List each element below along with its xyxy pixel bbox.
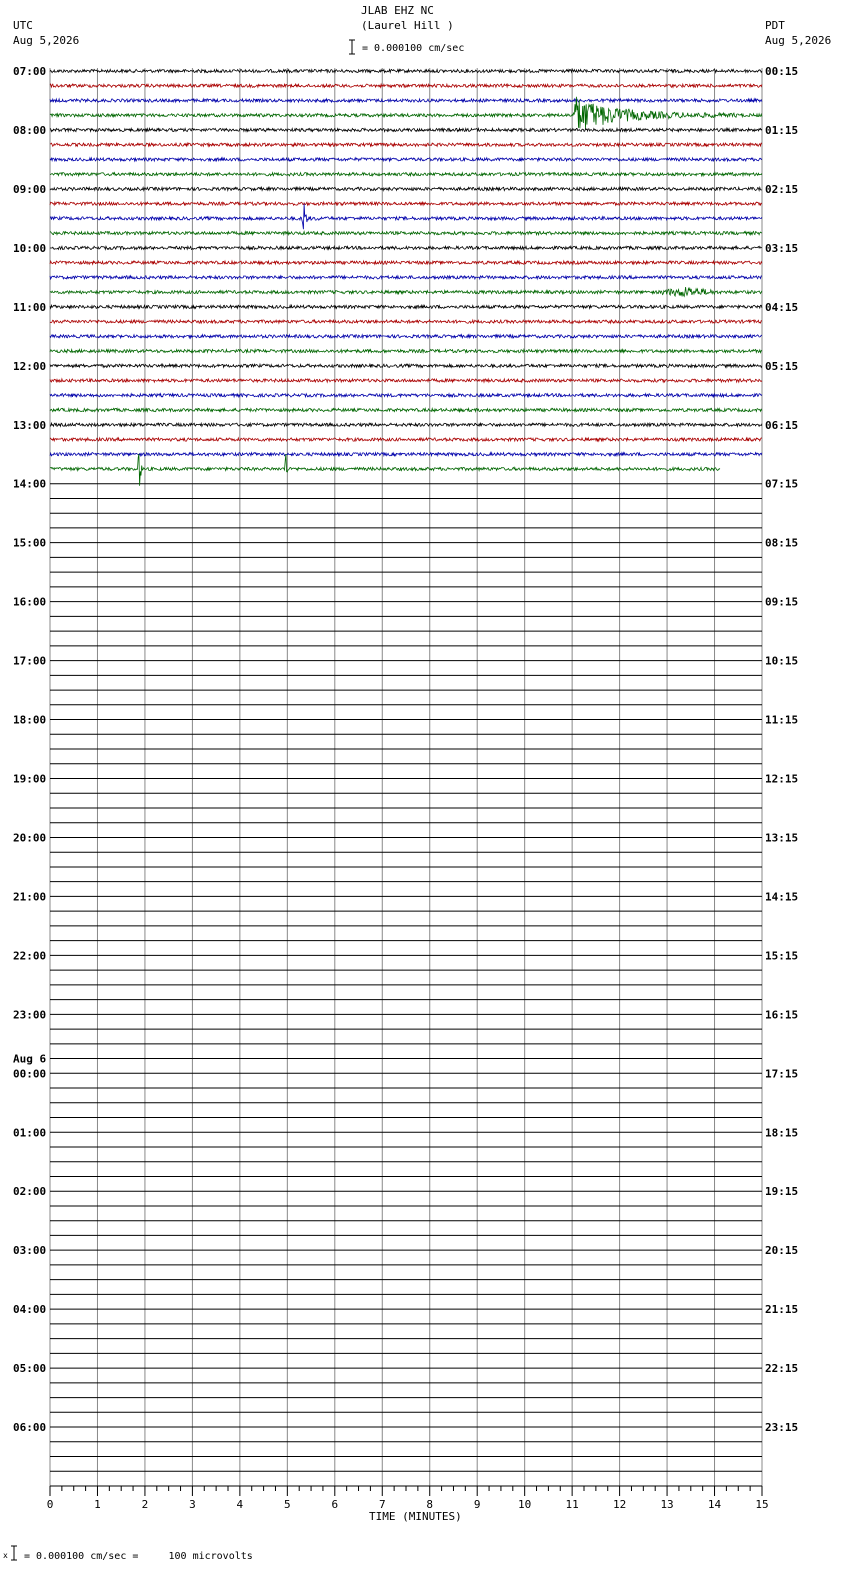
x-tick-label: 11 <box>565 1498 579 1511</box>
right-hour-label: 13:15 <box>765 831 799 845</box>
left-hour-label: 07:00 <box>13 65 47 78</box>
right-date: Aug 5,2026 <box>765 34 832 47</box>
trace-row <box>50 204 762 230</box>
trace-row <box>50 320 762 323</box>
left-hour-label: 06:00 <box>13 1421 47 1435</box>
left-hour-label: 20:00 <box>13 831 47 845</box>
left-hour-label: 03:00 <box>13 1244 47 1258</box>
trace-row <box>50 84 762 87</box>
x-tick-label: 9 <box>473 1498 481 1511</box>
svg-text:x: x <box>3 1551 8 1560</box>
left-hour-label: 12:00 <box>13 359 47 373</box>
left-hour-label: 23:00 <box>13 1008 47 1022</box>
left-hour-label: 00:00 <box>13 1067 47 1081</box>
left-hour-label: 02:00 <box>13 1185 47 1199</box>
right-hour-label: 05:15 <box>765 359 799 373</box>
chart-grid <box>50 68 762 1486</box>
trace-row <box>50 423 762 426</box>
left-hour-label: 11:00 <box>13 300 47 314</box>
trace-row <box>50 143 762 146</box>
right-hour-label: 16:15 <box>765 1008 799 1022</box>
left-hour-label: 09:00 <box>13 182 47 196</box>
right-hour-label: 17:15 <box>765 1067 799 1081</box>
trace-row <box>50 99 762 102</box>
x-axis-ticks <box>47 1486 769 1511</box>
trace-row <box>50 364 762 367</box>
trace-row <box>50 246 762 249</box>
left-timezone: UTC <box>13 19 33 32</box>
trace-row <box>50 232 762 235</box>
x-tick-label: 3 <box>189 1498 196 1511</box>
left-hour-label: 05:00 <box>13 1362 47 1376</box>
trace-row <box>50 202 762 205</box>
trace-row <box>50 438 762 441</box>
station-title: JLAB EHZ NC <box>361 4 434 17</box>
left-hour-label: 01:00 <box>13 1126 47 1140</box>
footer-scale-note: = 0.000100 cm/sec = 100 microvolts <box>24 1551 253 1562</box>
trace-row <box>50 453 762 456</box>
right-hour-label: 00:15 <box>765 65 799 78</box>
trace-row <box>50 69 762 72</box>
x-tick-label: 13 <box>660 1498 674 1511</box>
left-hour-label: 14:00 <box>13 477 47 491</box>
left-hour-label: 18:00 <box>13 713 47 727</box>
trace-row <box>50 128 762 131</box>
left-hour-label: 16:00 <box>13 595 47 609</box>
right-hour-label: 15:15 <box>765 949 799 963</box>
x-tick-label: 10 <box>518 1498 532 1511</box>
right-hour-label: 11:15 <box>765 713 799 727</box>
right-hour-label: 03:15 <box>765 241 799 255</box>
seismic-traces <box>50 69 762 485</box>
x-tick-label: 7 <box>378 1498 386 1511</box>
trace-row <box>50 408 762 411</box>
x-tick-label: 1 <box>94 1498 101 1511</box>
scale-label: = 0.000100 cm/sec <box>362 43 465 54</box>
trace-row <box>50 305 762 308</box>
right-hour-label: 12:15 <box>765 772 799 786</box>
trace-row <box>50 350 762 353</box>
right-hour-label: 08:15 <box>765 536 799 550</box>
left-hour-label: 08:00 <box>13 123 47 137</box>
trace-row <box>50 158 762 161</box>
date-change-label: Aug 6 <box>13 1052 47 1066</box>
scale-bar-icon <box>349 40 355 54</box>
right-hour-label: 02:15 <box>765 182 799 196</box>
right-hour-label: 09:15 <box>765 595 799 609</box>
right-hour-label: 14:15 <box>765 890 799 904</box>
trace-row <box>50 276 762 279</box>
left-hour-label: 19:00 <box>13 772 47 786</box>
x-tick-label: 12 <box>612 1498 627 1511</box>
station-location: (Laurel Hill ) <box>361 19 454 32</box>
trace-row <box>50 97 762 129</box>
x-tick-label: 14 <box>707 1498 722 1511</box>
right-hour-label: 10:15 <box>765 654 799 668</box>
trace-row <box>50 287 762 296</box>
trace-row <box>50 261 762 264</box>
x-tick-label: 5 <box>284 1498 291 1511</box>
right-hour-label: 07:15 <box>765 477 799 491</box>
left-hour-label: 04:00 <box>13 1303 47 1317</box>
right-hour-label: 21:15 <box>765 1303 799 1317</box>
x-tick-label: 8 <box>426 1498 434 1511</box>
right-hour-label: 01:15 <box>765 123 799 137</box>
x-tick-label: 4 <box>236 1498 244 1511</box>
right-hour-label: 23:15 <box>765 1421 799 1435</box>
left-date: Aug 5,2026 <box>13 34 80 47</box>
right-timezone: PDT <box>765 19 785 32</box>
x-tick-label: 0 <box>46 1498 54 1511</box>
right-hour-label: 04:15 <box>765 300 799 314</box>
left-hour-label: 22:00 <box>13 949 47 963</box>
right-hour-label: 19:15 <box>765 1185 799 1199</box>
left-hour-label: 17:00 <box>13 654 47 668</box>
trace-row <box>50 394 762 397</box>
left-hour-label: 21:00 <box>13 890 47 904</box>
x-tick-label: 6 <box>331 1498 339 1511</box>
right-hour-label: 20:15 <box>765 1244 799 1258</box>
x-tick-label: 2 <box>141 1498 149 1511</box>
x-axis-label: TIME (MINUTES) <box>369 1510 462 1523</box>
left-hour-label: 13:00 <box>13 418 47 432</box>
right-hour-label: 18:15 <box>765 1126 799 1140</box>
trace-row <box>50 187 762 190</box>
trace-row <box>50 335 762 338</box>
footer-scale-bar-icon <box>3 1546 17 1560</box>
trace-row <box>50 173 762 176</box>
left-hour-label: 10:00 <box>13 241 47 255</box>
x-tick-label: 15 <box>755 1498 769 1511</box>
right-hour-label: 06:15 <box>765 418 799 432</box>
trace-row <box>50 379 762 382</box>
left-hour-label: 15:00 <box>13 536 47 550</box>
right-hour-label: 22:15 <box>765 1362 799 1376</box>
